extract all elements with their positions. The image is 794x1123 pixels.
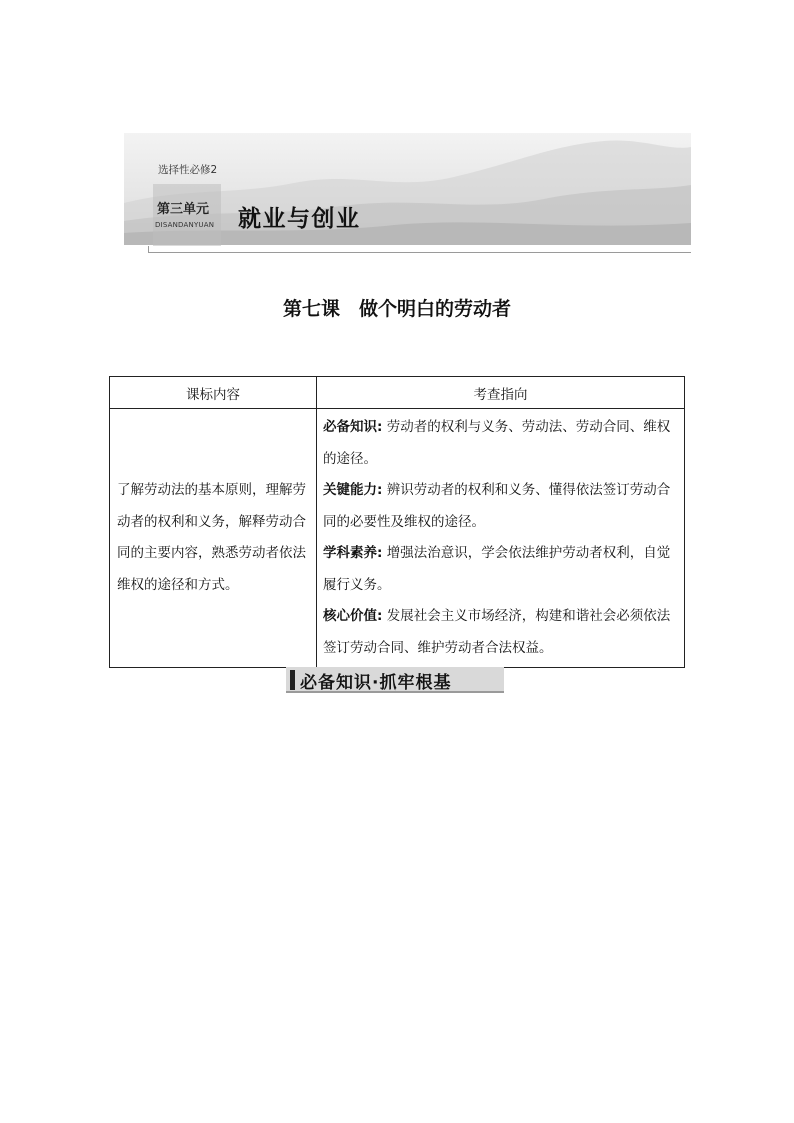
focus-text: 发展社会主义市场经济，构建和谐社会必须依法签订劳动合同、维护劳动者合法权益。 <box>323 608 671 656</box>
unit-number: 第三单元 <box>157 202 210 217</box>
focus-item <box>323 538 680 601</box>
focus-term: 核心价值: <box>323 608 383 624</box>
assessment-focus-cell <box>317 409 685 668</box>
section-marker-bar <box>290 670 295 690</box>
focus-item <box>323 412 680 475</box>
curriculum-standards-table <box>109 376 685 668</box>
focus-item <box>323 601 680 664</box>
table-header-row <box>110 377 685 409</box>
banner-underline-hook <box>148 246 149 253</box>
focus-text: 劳动者的权利与义务、劳动法、劳动合同、维权的途径。 <box>323 419 671 467</box>
table-row <box>110 409 685 668</box>
focus-term: 关键能力: <box>323 482 383 498</box>
standard-content-cell: 了解劳动法的基本原则，理解劳动者的权利和义务，解释劳动合同的主要内容，熟悉劳动者依法维权的途径和方式。 <box>110 409 317 668</box>
unit-name: 就业与创业 <box>238 205 361 232</box>
focus-term: 必备知识: <box>323 419 383 435</box>
section-heading <box>286 667 504 693</box>
section-heading-text: 必备知识·抓牢根基 <box>300 673 452 693</box>
focus-term: 学科素养: <box>323 545 383 561</box>
focus-text: 增强法治意识，学会依法维护劳动者权利，自觉履行义务。 <box>323 545 671 593</box>
lesson-title: 第七课 做个明白的劳动者 <box>282 298 511 320</box>
unit-pinyin: DISANDANYUAN <box>155 221 215 229</box>
banner-underline <box>148 252 691 253</box>
header-standard-content: 课标内容 <box>110 377 317 409</box>
focus-text: 辨识劳动者的权利和义务、懂得依法签订劳动合同的必要性及维权的途径。 <box>323 482 671 530</box>
focus-item <box>323 475 680 538</box>
header-assessment-focus: 考查指向 <box>317 377 685 409</box>
series-label: 选择性必修2 <box>158 164 218 176</box>
